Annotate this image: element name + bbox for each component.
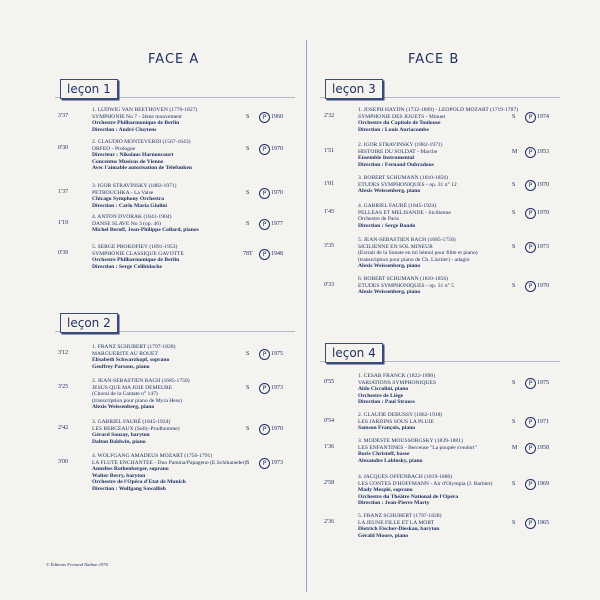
track-description bbox=[358, 107, 518, 133]
work-title: ORFEO - Prologue bbox=[92, 145, 136, 152]
performer-line: Annelies Rothenberger, soprano bbox=[92, 466, 169, 473]
recording-year: 1971 bbox=[537, 419, 549, 425]
recording-format: S bbox=[512, 283, 516, 289]
track-duration: 1'51 bbox=[324, 148, 335, 154]
track-entry bbox=[324, 513, 564, 553]
composer-heading: 2. CLAUDE DEBUSSY (1862-1918) bbox=[358, 412, 443, 418]
recording-format: S bbox=[512, 380, 516, 386]
phonogram-icon: P bbox=[525, 378, 536, 389]
performer-line: Alexis Weissenberg, piano bbox=[358, 188, 421, 195]
phonogram-icon: P bbox=[525, 147, 536, 158]
work-title: LES BERCEAUX (Sully-Prudhomme) bbox=[92, 425, 180, 432]
phonogram-icon: P bbox=[259, 112, 270, 123]
track-duration: 2'36 bbox=[324, 519, 335, 525]
track-entry bbox=[324, 276, 564, 316]
recording-format: S bbox=[512, 481, 516, 487]
lecon-1-box: leçon 1 bbox=[60, 79, 118, 99]
work-title: HISTOIRE DU SOLDAT - Marche bbox=[358, 148, 438, 155]
performer-line: Geoffrey Parsons, piano bbox=[92, 363, 150, 370]
phonogram-icon: P bbox=[525, 281, 536, 292]
phonogram-icon: P bbox=[525, 479, 536, 490]
composer-heading: 1. JOSEPH HAYDN (1732-1809) - LEOPOLD MOZART (1719-1787) bbox=[358, 107, 519, 113]
phonogram-icon: P bbox=[525, 208, 536, 219]
performer-line: Directeur : Nikolaus Harnoncourt bbox=[92, 152, 174, 159]
performer-line: Boris Christoff, basse bbox=[358, 451, 410, 458]
composer-heading: 3. ROBERT SCHUMANN (1810-1856) bbox=[358, 175, 448, 181]
performer-line: Alexis Weissenberg, piano bbox=[358, 289, 421, 296]
recording-year: 1973 bbox=[271, 460, 283, 466]
phonogram-icon: P bbox=[525, 443, 536, 454]
performer-line: Orchestre Philharmonique de Berlin bbox=[92, 120, 180, 127]
track-duration: 3'25 bbox=[58, 384, 69, 390]
track-description bbox=[92, 344, 252, 370]
recording-format: S bbox=[246, 460, 250, 466]
track-entry bbox=[324, 438, 564, 478]
performer-line: Direction : Jean-Pierre Marty bbox=[358, 500, 430, 507]
track-description bbox=[358, 373, 518, 406]
recording-format: S bbox=[246, 385, 250, 391]
lecon-2-box: leçon 2 bbox=[60, 313, 118, 333]
recording-format: S bbox=[512, 520, 516, 526]
recording-year: 1953 bbox=[537, 149, 549, 155]
track-description bbox=[92, 107, 252, 133]
recording-format: M bbox=[512, 445, 518, 451]
performer-line: Direction : Wolfgang Sawallish bbox=[92, 485, 166, 492]
work-title: MARGUERITE AU ROUET bbox=[92, 350, 158, 357]
recording-format: M bbox=[512, 149, 518, 155]
recording-year: 1973 bbox=[271, 385, 283, 391]
work-title: LES JARDINS SOUS LA PLUIE bbox=[358, 418, 434, 425]
track-duration: 3'12 bbox=[58, 350, 69, 356]
recording-year: 1965 bbox=[537, 520, 549, 526]
performer-line: Gérald Moore, piano bbox=[358, 532, 409, 539]
track-entry bbox=[324, 373, 564, 413]
performer-line: Michel Beroff, Jean-Philippe Collard, pianos bbox=[92, 227, 199, 234]
track-duration: 1'19 bbox=[58, 220, 69, 226]
composer-heading: 4. WOLFGANG AMADEUS MOZART (1756-1791) bbox=[92, 453, 213, 459]
work-title: ETUDES SYMPHONIQUES - op. 31 n° 12 bbox=[358, 181, 457, 188]
phonogram-icon: P bbox=[259, 424, 270, 435]
recording-format: S bbox=[512, 419, 516, 425]
lecon-3-box: leçon 3 bbox=[325, 79, 383, 99]
performer-line: Walter Berry, baryton bbox=[92, 472, 146, 479]
composer-heading: 3. IGOR STRAVINSKY (1882-1971) bbox=[92, 183, 177, 189]
track-description bbox=[92, 244, 252, 270]
recording-format: S bbox=[246, 114, 250, 120]
track-duration: 0'33 bbox=[324, 282, 335, 288]
recording-year: 1973 bbox=[537, 244, 549, 250]
track-duration: 1'45 bbox=[324, 209, 335, 215]
track-description bbox=[358, 474, 518, 507]
track-duration: 2'42 bbox=[58, 425, 69, 431]
track-description bbox=[358, 237, 518, 270]
composer-heading: 2. JEAN-SEBASTIEN BACH (1685-1750) bbox=[92, 378, 190, 384]
recording-year: 1958 bbox=[537, 445, 549, 451]
track-duration: 0'55 bbox=[324, 379, 335, 385]
work-title: PETROUCHKA - La Valse bbox=[92, 189, 154, 196]
performer-line: Alexis Weissenberg, piano bbox=[358, 263, 421, 270]
track-entry bbox=[324, 107, 564, 147]
phonogram-icon: P bbox=[259, 249, 270, 260]
track-description bbox=[92, 183, 252, 209]
performer-line: Direction : Paul Strauss bbox=[358, 399, 415, 406]
performer-line: Alexandre Labinsky, piano bbox=[358, 457, 423, 464]
track-description bbox=[92, 378, 252, 411]
track-description bbox=[92, 453, 252, 493]
phonogram-icon: P bbox=[525, 518, 536, 529]
publisher-credit: © Éditions Fernand Nathan 1970 bbox=[46, 562, 108, 567]
track-description bbox=[92, 139, 252, 172]
composer-heading: 2. IGOR STRAVINSKY (1882-1971) bbox=[358, 142, 443, 148]
performer-line: Samson François, piano bbox=[358, 425, 416, 432]
work-title: LA FLUTE ENCHANTEE - Duo Pamina/Papageno (E.Schikaneder) bbox=[92, 459, 247, 466]
track-description bbox=[92, 214, 252, 234]
work-title: LES CONTES D'HOFFMANN - Air d'Olympia (J. Barbier) bbox=[358, 480, 493, 487]
performer-line: Ensemble Instrumental bbox=[358, 155, 415, 162]
work-title: DANSE SLAVE No 3 (op. 46) bbox=[92, 220, 161, 227]
work-title: SYMPHONIE DES JOUETS - Minuet bbox=[358, 113, 446, 120]
track-duration: 2'58 bbox=[324, 480, 335, 486]
track-entry bbox=[58, 453, 298, 493]
composer-heading: 4. JACQUES OFFENBACH (1819-1880) bbox=[358, 474, 453, 480]
composer-heading: 6. ROBERT SCHUMANN (1810-1856) bbox=[358, 276, 448, 282]
performer-line: Concentus Musicus de Vienne bbox=[92, 158, 164, 165]
work-title: LES ENFANTINES - Berceuse "La poupée s'endort" bbox=[358, 444, 477, 451]
phonogram-icon: P bbox=[525, 417, 536, 428]
performer-line: Gérard Souzay, baryton bbox=[92, 432, 150, 439]
recording-format: S bbox=[246, 190, 250, 196]
performer-line: Orchestre du Capitole de Toulouse bbox=[358, 120, 441, 127]
track-entry bbox=[324, 237, 564, 277]
performer-line: Direction : Serge Baudo bbox=[358, 222, 416, 229]
face-a-title: FACE A bbox=[148, 52, 200, 67]
phonogram-icon: P bbox=[259, 458, 270, 469]
center-divider bbox=[306, 40, 307, 592]
recording-format: S bbox=[512, 244, 516, 250]
phonogram-icon: P bbox=[259, 188, 270, 199]
track-duration: 1'01 bbox=[324, 181, 335, 187]
performer-line: Direction : Louis Auriacombe bbox=[358, 126, 429, 133]
recording-format: S bbox=[512, 114, 516, 120]
recording-format: S bbox=[246, 221, 250, 227]
lecon-4-box: leçon 4 bbox=[325, 343, 383, 363]
performer-line: Direction : André Cluytens bbox=[92, 126, 157, 133]
composer-heading: 4. ANTON DVORAK (1841-1904) bbox=[92, 214, 172, 220]
work-title: SYMPHONIE CLASSIQUE GAVOTTE bbox=[92, 250, 184, 257]
performer-line: Dalton Baldwin, piano bbox=[92, 438, 146, 445]
recording-format: S bbox=[512, 182, 516, 188]
composer-heading: 3. GABRIEL FAURÉ (1845-1924) bbox=[92, 419, 171, 425]
recording-year: 1975 bbox=[537, 380, 549, 386]
track-description bbox=[358, 142, 518, 168]
track-description bbox=[358, 175, 518, 195]
track-duration: 3'35 bbox=[324, 243, 335, 249]
composer-heading: 1. FRANZ SCHUBERT (1797-1828) bbox=[92, 344, 176, 350]
recording-format: S bbox=[246, 426, 250, 432]
work-title: ETUDES SYMPHONIQUES - op. 31 n° 5 bbox=[358, 282, 454, 289]
face-b-title: FACE B bbox=[408, 52, 460, 67]
performer-line: Elisabeth Schwarzkopf, soprano bbox=[92, 357, 170, 364]
work-title: LA JEUNE FILLE ET LA MORT bbox=[358, 519, 435, 526]
work-title: VARIATIONS SYMPHONIQUES bbox=[358, 379, 437, 386]
track-duration: 0'39 bbox=[58, 250, 69, 256]
recording-year: 1977 bbox=[271, 221, 283, 227]
track-description bbox=[358, 412, 518, 432]
phonogram-icon: P bbox=[525, 242, 536, 253]
work-title: (Extrait de la Sonate en mi bémol pour flûte et piano) bbox=[358, 250, 478, 257]
work-title: (Choral de la Cantate n° 147) bbox=[92, 391, 158, 398]
recording-year: 1975 bbox=[271, 351, 283, 357]
performer-line: Chicago Symphony Orchestra bbox=[92, 196, 164, 203]
performer-line: Direction : Serge Celibidache bbox=[92, 263, 162, 270]
recording-format: S bbox=[246, 351, 250, 357]
recording-year: 1969 bbox=[537, 481, 549, 487]
recording-year: 1974 bbox=[537, 114, 549, 120]
performer-line: Orchestre de l'Opéra d'Etat de Munich bbox=[92, 479, 186, 486]
performer-line: Alexis Weissenberg, piano bbox=[92, 404, 155, 411]
recording-year: 1970 bbox=[271, 190, 283, 196]
track-duration: 3'00 bbox=[58, 459, 69, 465]
track-description bbox=[92, 419, 252, 445]
work-title: Orchestre de Paris bbox=[358, 216, 400, 223]
track-description bbox=[358, 513, 518, 539]
recording-year: 1948 bbox=[271, 251, 283, 257]
track-duration: 1'37 bbox=[58, 189, 69, 195]
recording-year: 1960 bbox=[271, 114, 283, 120]
performer-line: Avec l'aimable autorisation de Telefunken bbox=[92, 165, 192, 172]
phonogram-icon: P bbox=[525, 112, 536, 123]
track-entry bbox=[324, 474, 564, 514]
performer-line: Direction : Carlo Maria Giulini bbox=[92, 202, 168, 209]
work-title: SYMPHONIE No 7 - 2ème mouvement bbox=[92, 113, 182, 120]
recording-year: 1970 bbox=[537, 283, 549, 289]
track-description bbox=[358, 438, 518, 464]
work-title: JESUS QUE MA JOIE DEMEURE bbox=[92, 384, 173, 391]
recording-year: 1970 bbox=[537, 210, 549, 216]
work-title: (transcription pour piano de Ch. Lisztier) - adagio bbox=[358, 256, 470, 263]
performer-line: Orchestre de Liège bbox=[358, 392, 404, 399]
work-title: PELLEAS ET MELISANDE - Sicilienne bbox=[358, 209, 451, 216]
composer-heading: 1. LUDWIG VAN BEETHOVEN (1770-1827) bbox=[92, 107, 198, 113]
phonogram-icon: P bbox=[525, 180, 536, 191]
performer-line: Orchestre Philharmonique de Berlin bbox=[92, 257, 180, 264]
track-description bbox=[358, 203, 518, 229]
track-entry bbox=[58, 378, 298, 418]
track-duration: 2'32 bbox=[324, 113, 335, 119]
performer-line: Direction : Fernand Oubradous bbox=[358, 161, 434, 168]
track-duration: 0'54 bbox=[324, 418, 335, 424]
recording-year: 1970 bbox=[271, 146, 283, 152]
recording-format: 78T bbox=[243, 251, 253, 257]
composer-heading: 3. MODESTE MOUSSORGSKY (1839-1881) bbox=[358, 438, 463, 444]
performer-line: Mady Mesplé, soprano bbox=[358, 487, 413, 494]
recording-year: 1970 bbox=[271, 426, 283, 432]
track-entry bbox=[58, 139, 298, 179]
track-duration: 3'37 bbox=[58, 113, 69, 119]
phonogram-icon: P bbox=[259, 349, 270, 360]
composer-heading: 2. CLAUDIO MONTEVERDI (1567-1643) bbox=[92, 139, 191, 145]
recording-format: S bbox=[512, 210, 516, 216]
track-entry bbox=[58, 244, 298, 284]
performer-line: Dietrich Fischer-Dieskau, baryton bbox=[358, 526, 440, 533]
phonogram-icon: P bbox=[259, 383, 270, 394]
track-description bbox=[358, 276, 518, 296]
composer-heading: 4. GABRIEL FAURÉ (1845-1924) bbox=[358, 203, 437, 209]
composer-heading: 5. FRANZ SCHUBERT (1797-1828) bbox=[358, 513, 442, 519]
track-duration: 1'36 bbox=[324, 444, 335, 450]
track-duration: 0'30 bbox=[58, 145, 69, 151]
composer-heading: 1. CESAR FRANCK (1822-1890) bbox=[358, 373, 436, 379]
performer-line: Aldo Ciccolini, piano bbox=[358, 386, 409, 393]
phonogram-icon: P bbox=[259, 144, 270, 155]
performer-line: Orchestre du Théâtre National de l'Opéra bbox=[358, 493, 459, 500]
work-title: SICILIENNE EN SOL MINEUR bbox=[358, 243, 433, 250]
recording-year: 1970 bbox=[537, 182, 549, 188]
composer-heading: 5. JEAN-SEBASTIEN BACH (1685-1750) bbox=[358, 237, 456, 243]
composer-heading: 5. SERGE PROKOFIEV (1891-1953) bbox=[92, 244, 178, 250]
phonogram-icon: P bbox=[259, 219, 270, 230]
recording-format: S bbox=[246, 146, 250, 152]
work-title: (transcription pour piano de Myra Hess) bbox=[92, 397, 182, 404]
